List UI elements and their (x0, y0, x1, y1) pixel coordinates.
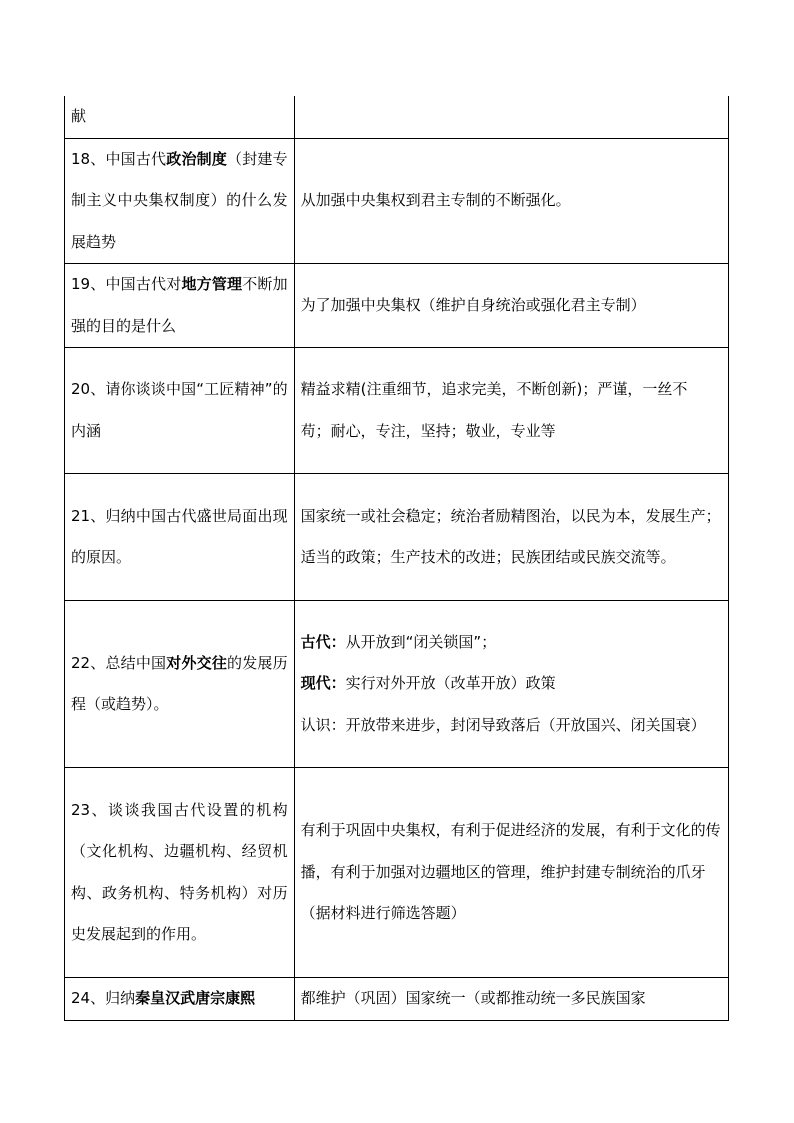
qa-table (64, 96, 729, 1021)
bold-text: 对外交往 (166, 653, 228, 672)
table-row (65, 348, 729, 474)
bold-text: 现代： (300, 674, 346, 693)
question-cell (65, 474, 295, 601)
answer-cell (294, 138, 728, 264)
answer-cell (294, 601, 728, 768)
question-text: 不断加强的目的是什么 (71, 275, 288, 335)
answer-text: 从加强中央集权到君主专制的不断强化。 (300, 191, 571, 209)
answer-cell (294, 474, 728, 601)
question-text: 18、中国古代 (71, 149, 167, 168)
answer-cell (294, 96, 728, 138)
answer-cell (294, 978, 728, 1021)
question-text: 19、中国古代对 (71, 275, 182, 293)
question-cell (65, 138, 295, 264)
question-cell (65, 768, 295, 978)
question-cell (65, 978, 295, 1021)
bold-text: 秦皇汉武唐宗康熙 (135, 989, 256, 1007)
table-row (65, 264, 729, 348)
question-text: （封建专制主义中央集权制度）的什么发展趋势 (71, 149, 288, 251)
table-row (65, 601, 729, 768)
question-text: 20、请你谈谈中国“工匠精神”的内涵 (71, 380, 288, 440)
answer-text: 认识：开放带来进步，封闭导致落后（开放国兴、闭关国衰） (300, 715, 706, 734)
table-row (65, 474, 729, 601)
question-text: 22、总结中国 (71, 653, 167, 672)
answer-text: 苟；耐心，专注，坚持；敬业，专业等 (300, 421, 556, 440)
answer-text: 国家统一或社会稳定；统治者励精图治，以民为本，发展生产；适当的政策；生产技术的改进；民族团结或民族交流等。 (300, 506, 721, 566)
answer-text: 实行对外开放（改革开放）政策 (345, 674, 556, 693)
answer-text: 有利于巩固中央集权，有利于促进经济的发展，有利于文化的传播，有利于加强对边疆地区的管理，维护封建专制统治的爪牙（据材料进行筛选答题） (300, 821, 721, 923)
answer-cell (294, 348, 728, 474)
answer-cell (294, 768, 728, 978)
answer-text: 都维护（巩固）国家统一（或都推动统一多民族国家 (300, 989, 646, 1007)
question-cell (65, 601, 295, 768)
question-text: 的发展历程（或趋势）。 (71, 653, 288, 713)
bold-text: 地方管理 (181, 275, 243, 293)
question-text: 23、谈谈我国古代设置的机构（文化机构、边疆机构、经贸机构、政务机构、特务机构）对历史发展起到的作用。 (71, 800, 288, 943)
answer-cell (294, 264, 728, 348)
table-row (65, 138, 729, 264)
table-row (65, 96, 729, 138)
question-cell (65, 264, 295, 348)
question-text: 24、归纳 (71, 989, 136, 1007)
table-row (65, 768, 729, 978)
question-cell (65, 96, 295, 138)
answer-text: 精益求精(注重细节，追求完美，不断创新)；严谨，一丝不 (300, 380, 688, 398)
table-row (65, 978, 729, 1021)
question-text: 21、归纳中国古代盛世局面出现的原因。 (71, 506, 288, 566)
question-cell (65, 348, 295, 474)
qa-table-body (65, 96, 729, 1020)
bold-text: 古代： (300, 632, 346, 651)
bold-text: 政治制度 (166, 149, 228, 168)
question-text: 献 (71, 107, 87, 125)
answer-text: 从开放到“闭关锁国”； (345, 632, 497, 651)
answer-text: 为了加强中央集权（维护自身统治或强化君主专制） (300, 295, 646, 314)
